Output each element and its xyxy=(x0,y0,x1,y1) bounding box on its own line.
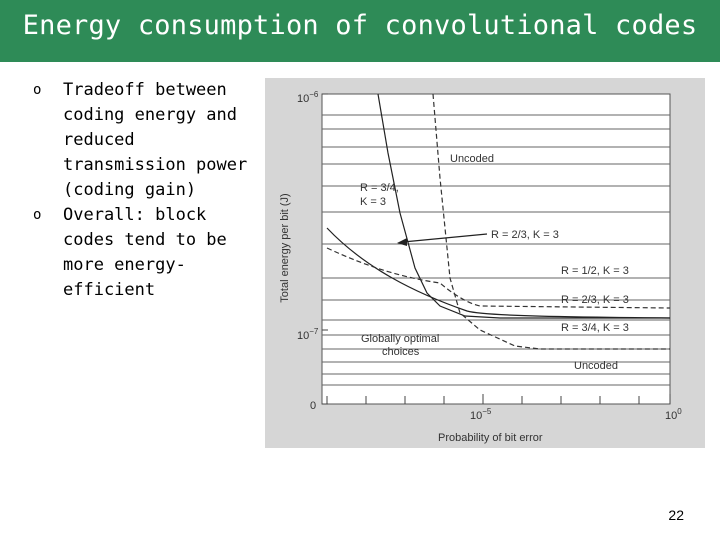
label-uncoded-bottom: Uncoded xyxy=(574,360,619,372)
x-tick-label-mid: $10^{-5}$ xyxy=(470,407,492,422)
y-tick-label-top: $10^{-6}$ xyxy=(297,90,319,105)
page-number: 22 xyxy=(668,507,684,523)
title-bar xyxy=(0,0,720,62)
y-axis-label: Total energy per bit (J) xyxy=(279,193,291,303)
bullet-list xyxy=(30,78,262,303)
label-r12-k3: R = 1/2, K = 3 xyxy=(561,265,629,277)
label-r23-k3: R = 2/3, K = 3 xyxy=(561,294,629,306)
bullet-item xyxy=(30,78,262,203)
label-uncoded-top: Uncoded xyxy=(450,153,495,165)
label-r34-k3: R = 3/4, K = 3 xyxy=(561,322,629,334)
plot-area xyxy=(322,94,670,404)
slide-title: Energy consumption of convolutional codes xyxy=(22,10,698,41)
x-tick-label-right: $10^0$ xyxy=(665,407,682,422)
label-r34-k3-line1: R = 3/4, xyxy=(360,182,399,194)
bullet-text: Tradeoff between coding energy and reduced transmission power (coding gain) xyxy=(63,80,248,200)
bullet-item xyxy=(30,203,262,303)
bullet-text: Overall: block codes tend to be more energy-efficient xyxy=(63,205,227,300)
y-tick-label-bottom: 0 xyxy=(310,400,317,412)
energy-plot xyxy=(265,78,705,448)
label-optimal-line1: Globally optimal xyxy=(361,333,440,345)
label-r34-k3-line2: K = 3 xyxy=(360,196,386,208)
label-r23-k3-arrow: R = 2/3, K = 3 xyxy=(491,229,559,241)
bullet-marker: o xyxy=(33,207,42,223)
energy-figure xyxy=(265,78,705,448)
y-tick-label-mid: $10^{-7}$ xyxy=(297,327,319,342)
bullet-marker: o xyxy=(33,82,42,98)
label-optimal-line2: choices xyxy=(382,346,420,358)
x-axis-label: Probability of bit error xyxy=(438,432,543,444)
